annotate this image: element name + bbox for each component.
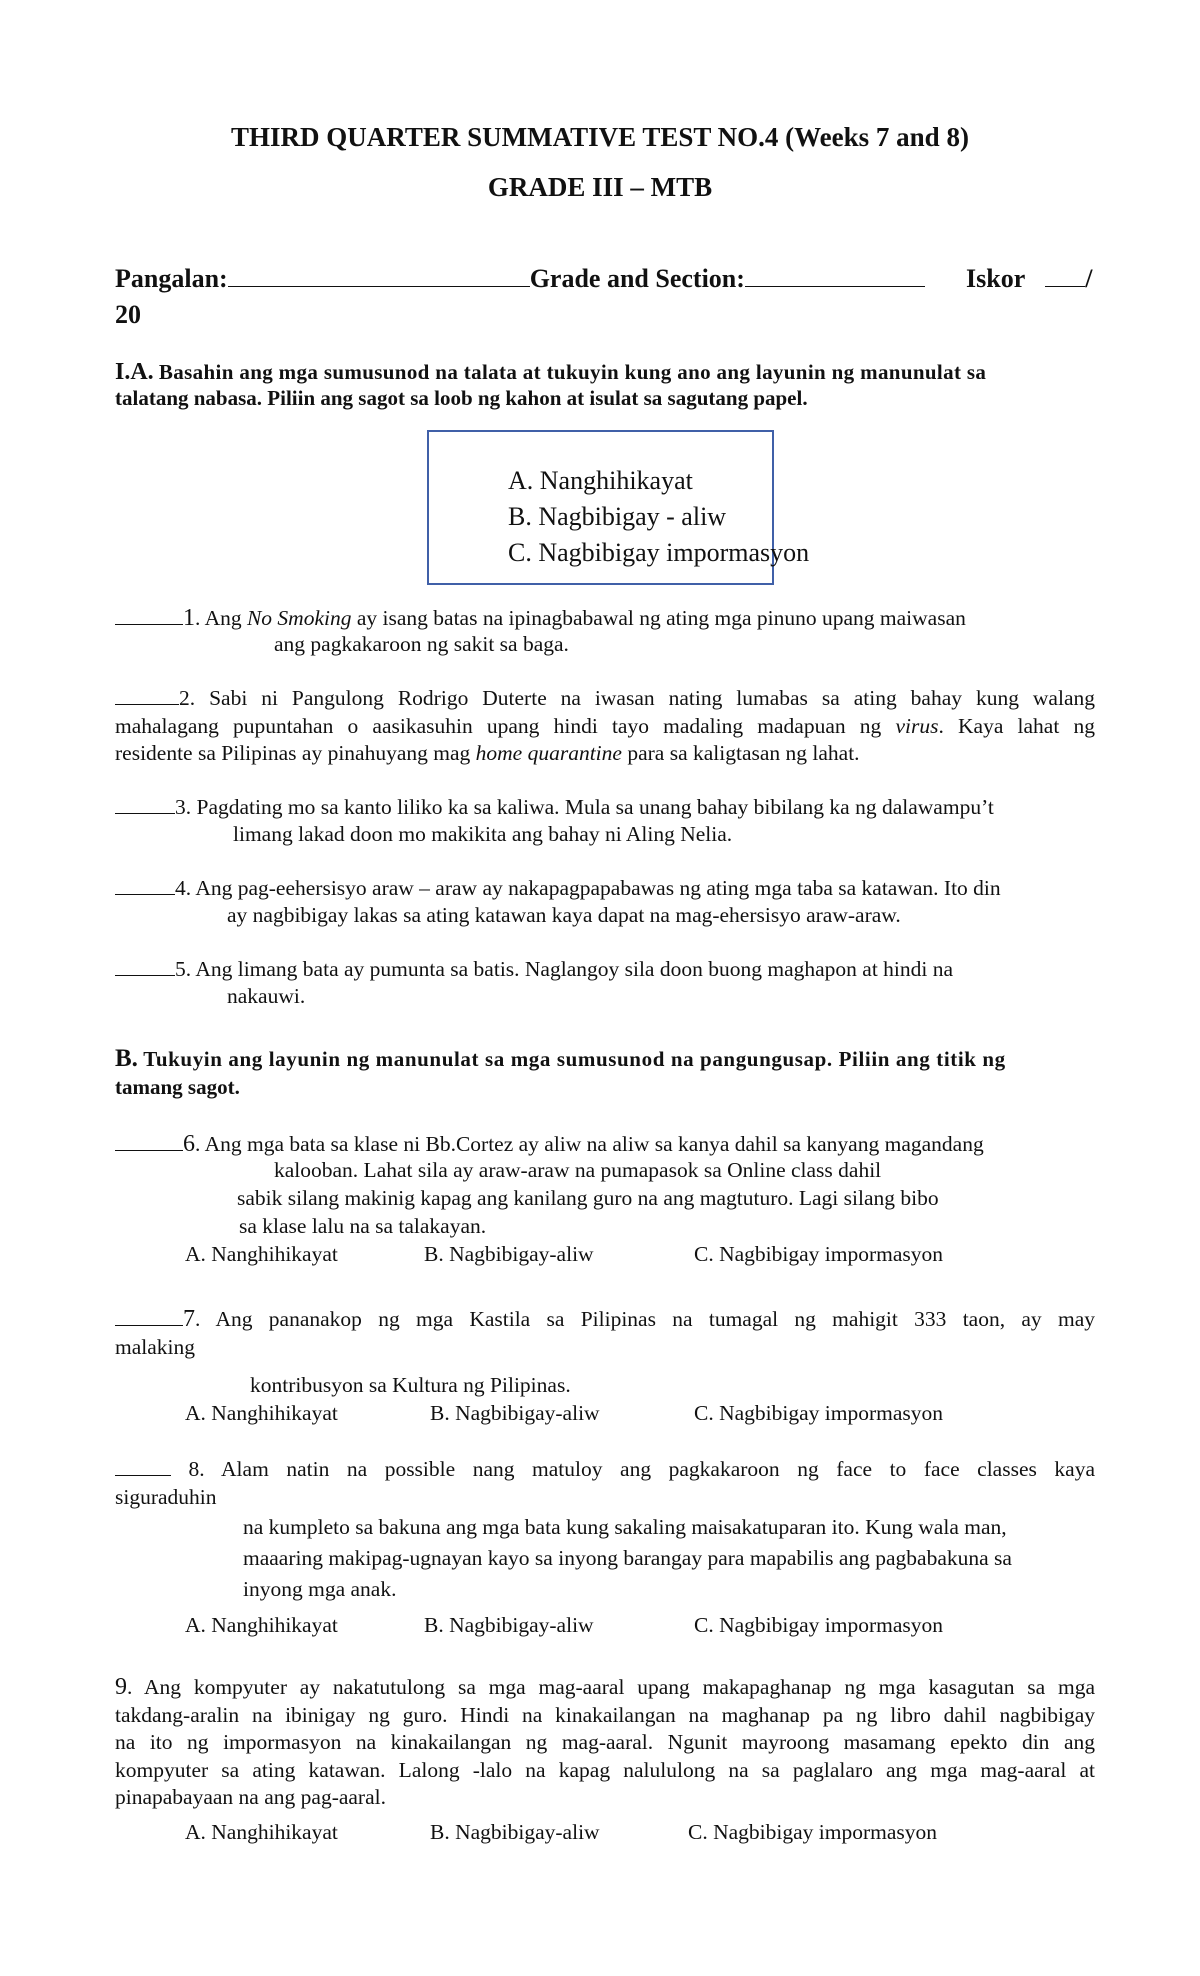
item-6-line-1: . Ang mga bata sa klase ni Bb.Cortez ay aliw na aliw sa kanya dahil sa kanyang magandang (195, 1132, 984, 1156)
item-7-line-1: . Ang pananakop ng mga Kastila sa Pilipinas na tumagal ng mahigit 333 taon, ay may (195, 1307, 1095, 1331)
answer-blank-6[interactable] (115, 1131, 183, 1151)
item-4-line-2: ay nagbibigay lakas sa ating katawan kaya dapat na mag-ehersisyo araw-araw. (227, 903, 901, 927)
item-7-line-3: kontribusyon sa Kultura ng Pilipinas. (250, 1373, 571, 1397)
part-b-label: B. (115, 1045, 138, 1072)
item-6-line-2: kalooban. Lahat sila ay araw-araw na pumapasok sa Online class dahil (274, 1158, 882, 1182)
section-blank[interactable] (745, 267, 925, 287)
item-number: 1 (183, 605, 195, 631)
item-6-line-4: sa klase lalu na sa talakayan. (239, 1214, 487, 1238)
item-6-choice-c: C. Nagbibigay impormasyon (694, 1242, 944, 1266)
item-9 (115, 1674, 1095, 1812)
item-6 (115, 1130, 984, 1159)
answer-blank-8[interactable] (115, 1456, 171, 1476)
item-number: 9 (115, 1674, 127, 1700)
item-9-line-1: . Ang kompyuter ay nakatutulong sa mga mag-aaral upang makapaghanap ng mga kasagutan sa mga (127, 1675, 1095, 1699)
item-5-line-1: 5. Ang limang bata ay pumunta sa batis. Naglangoy sila doon buong maghapon at hindi na (175, 957, 954, 981)
item-8-line-1: 8. Alam natin na possible nang matuloy ang pagkakaroon ng face to face classes kaya (171, 1457, 1095, 1481)
part-a-label: I.A. (115, 359, 154, 385)
item-8 (115, 1456, 1095, 1511)
answer-blank-2[interactable] (115, 685, 179, 705)
item-8-line-2: siguraduhin (115, 1484, 217, 1509)
item-9-line-3: na ito ng impormasyon na kinakailangan ng mag-aaral. Ngunit mayroong masamang epekto din ang (115, 1730, 1095, 1754)
part-a-instruction-line-2: talatang nabasa. Piliin ang sagot sa loob ng kahon at isulat sa sagutang papel. (115, 386, 808, 410)
item-8-choice-c: C. Nagbibigay impormasyon (694, 1613, 944, 1637)
item-9-line-5: pinapabayaan na ang pag-aaral. (115, 1785, 386, 1809)
item-9-line-4: kompyuter sa ating katawan. Lalong -lalo na kapag nalululong na sa paglalaro ang mga mag-aaral at (115, 1757, 1095, 1782)
item-2-italic-quarantine: home quarantine (475, 741, 622, 765)
score-label: Iskor (966, 264, 1025, 293)
item-4-line-1: 4. Ang pag-eehersisyo araw – araw ay nakapagpapabawas ng ating mga taba sa katawan. Ito din (175, 876, 1001, 900)
item-7-line-2: malaking (115, 1334, 196, 1359)
name-field-row (115, 264, 925, 294)
score-total: 20 (115, 300, 141, 329)
answer-blank-3[interactable] (115, 794, 175, 814)
test-title: THIRD QUARTER SUMMATIVE TEST NO.4 (Weeks 7 and 8) (231, 122, 969, 152)
item-8-choice-b: B. Nagbibigay-aliw (424, 1613, 594, 1637)
item-2-italic-virus: virus (895, 713, 939, 738)
item-2-line-3-end: para sa kaligtasan ng lahat. (621, 741, 860, 765)
item-6-line-3: sabik silang makinig kapag ang kanilang guro na ang magtuturo. Lagi silang bibo (237, 1186, 939, 1210)
answer-blank-7[interactable] (115, 1306, 183, 1326)
part-a-instruction-line-1: Basahin ang mga sumusunod na talata at tukuyin kung ano ang layunin ng manunulat sa (158, 360, 987, 384)
item-7-choice-c: C. Nagbibigay impormasyon (694, 1401, 944, 1425)
item-1 (115, 604, 966, 633)
answer-blank-5[interactable] (115, 956, 175, 976)
answer-blank-1[interactable] (115, 605, 183, 625)
part-b-instruction-line-1: Tukuyin ang layunin ng manunulat sa mga sumusunod na pangungusap. Piliin ang titik ng (143, 1047, 1006, 1071)
item-2-line-3: residente sa Pilipinas ay pinahuyang mag (115, 741, 476, 765)
item-5 (115, 956, 953, 983)
section-label: Grade and Section: (529, 264, 745, 293)
item-2-line-2-end: . Kaya lahat ng (938, 713, 1095, 738)
item-8-line-4: maaaring makipag-ugnayan kayo sa inyong barangay para mapabilis ang pagbabakuna sa (243, 1546, 1012, 1570)
item-3-line-1: 3. Pagdating mo sa kanto liliko ka sa kaliwa. Mula sa unang bahay bibilang ka ng dalawampu’t (175, 795, 994, 819)
part-a-instruction (115, 358, 986, 387)
score-slash: / (1085, 264, 1093, 293)
item-7 (115, 1306, 1095, 1361)
item-number: 7 (183, 1306, 195, 1332)
box-option-c: C. Nagbibigay impormasyon (508, 538, 810, 567)
score-blank[interactable] (1045, 267, 1085, 287)
item-9-line-2: takdang-aralin na ibinigay ng guro. Hindi na kinakailangan na maghanap pa ng libro dahil nagbibigay (115, 1702, 1095, 1727)
name-blank[interactable] (228, 267, 530, 287)
grade-subject: GRADE III – MTB (487, 172, 713, 202)
item-8-line-5: inyong mga anak. (243, 1577, 397, 1601)
item-7-choice-b: B. Nagbibigay-aliw (430, 1401, 600, 1425)
item-3 (115, 794, 994, 821)
answer-blank-4[interactable] (115, 875, 175, 895)
item-1-text: . Ang (195, 606, 247, 630)
box-option-b: B. Nagbibigay - aliw (508, 502, 727, 531)
score-field (966, 264, 1093, 294)
item-9-choice-c: C. Nagbibigay impormasyon (688, 1820, 938, 1844)
item-9-choice-b: B. Nagbibigay-aliw (430, 1820, 600, 1844)
item-6-choice-b: B. Nagbibigay-aliw (424, 1242, 594, 1266)
item-2 (115, 685, 1095, 768)
item-1-italic: No Smoking (246, 606, 352, 630)
item-2-line-1: 2. Sabi ni Pangulong Rodrigo Duterte na iwasan nating lumabas sa ating bahay kung walang (179, 686, 1095, 710)
item-number: 6 (183, 1131, 195, 1157)
item-7-choice-a: A. Nanghihikayat (185, 1401, 338, 1425)
box-option-a: A. Nanghihikayat (508, 466, 693, 495)
part-b-instruction (115, 1044, 1006, 1074)
part-b-instruction-line-2: tamang sagot. (115, 1075, 240, 1099)
item-5-line-2: nakauwi. (227, 984, 306, 1008)
item-1-text-rest: ay isang batas na ipinagbabawal ng ating mga pinuno upang maiwasan (351, 606, 966, 630)
item-8-choice-a: A. Nanghihikayat (185, 1613, 338, 1637)
item-3-line-2: limang lakad doon mo makikita ang bahay ni Aling Nelia. (233, 822, 733, 846)
item-8-line-3: na kumpleto sa bakuna ang mga bata kung sakaling maisakatuparan ito. Kung wala man, (243, 1515, 1007, 1539)
item-9-choice-a: A. Nanghihikayat (185, 1820, 338, 1844)
name-label: Pangalan: (115, 264, 228, 293)
item-2-line-2: mahalagang pupuntahan o aasikasuhin upang hindi tayo madaling madapuan ng (115, 713, 896, 738)
item-1-line-2: ang pagkakaroon ng sakit sa baga. (274, 632, 569, 656)
item-6-choice-a: A. Nanghihikayat (185, 1242, 338, 1266)
item-4 (115, 875, 1001, 902)
